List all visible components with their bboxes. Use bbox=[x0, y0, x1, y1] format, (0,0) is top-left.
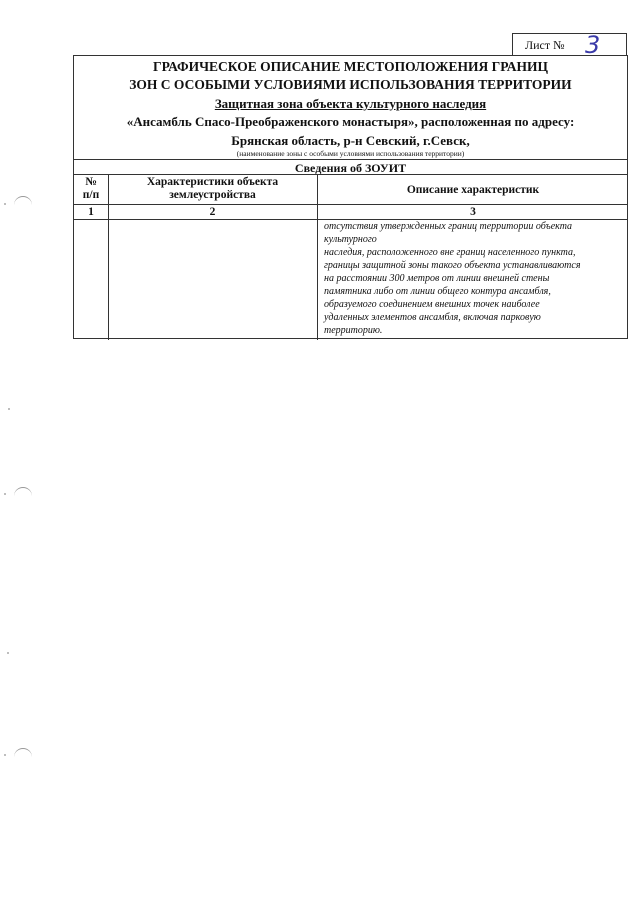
column-number-2: 2 bbox=[209, 206, 216, 218]
title-line-1: ГРАФИЧЕСКОЕ ОПИСАНИЕ МЕСТОПОЛОЖЕНИЯ ГРАНИЦ bbox=[152, 59, 549, 74]
scan-speck bbox=[4, 203, 6, 205]
column-header-description: Описание характеристик bbox=[406, 184, 540, 196]
column-divider-2 bbox=[317, 174, 318, 340]
scan-speck bbox=[7, 652, 9, 654]
column-number-3: 3 bbox=[470, 206, 476, 218]
punch-hole-mark-middle bbox=[14, 487, 32, 500]
punch-hole-mark-bottom bbox=[14, 748, 32, 761]
address: Брянская область, р-н Севский, г.Севск, bbox=[231, 133, 470, 148]
sheet-number-box bbox=[512, 31, 627, 59]
column-header-num: № п/п bbox=[82, 176, 100, 201]
scan-speck bbox=[8, 408, 10, 410]
sheet-label: Лист № bbox=[525, 38, 565, 52]
sheet-number: 3 bbox=[585, 31, 601, 59]
column-header-characteristic: Характеристики объекта землеустройства bbox=[146, 176, 279, 201]
title-line-2: ЗОН С ОСОБЫМИ УСЛОВИЯМИ ИСПОЛЬЗОВАНИЯ ТЕРРИТОРИИ bbox=[129, 77, 572, 92]
document-frame bbox=[73, 55, 628, 339]
column-number-1: 1 bbox=[88, 206, 94, 218]
section-divider bbox=[74, 174, 627, 175]
scan-speck bbox=[4, 754, 6, 756]
scan-speck bbox=[4, 493, 6, 495]
header-divider bbox=[74, 159, 627, 160]
zone-type: Защитная зона объекта культурного наследия bbox=[214, 96, 487, 111]
table-row-description: отсутствия утвержденных границ территории объекта культурного наследия, расположенного вне границ населенного пункта, границы защитной зоны такого объекта устанавливаются на расстоянии 300 метров от линии внешней стены памятника либо от линии общего контура ансамбля, образуемого соединением внешних точек наиболее удаленных элементов ансамбля, включая парковую территорию. bbox=[324, 221, 581, 336]
section-title: Сведения об ЗОУИТ bbox=[294, 161, 407, 175]
column-header-divider bbox=[74, 204, 627, 205]
object-name: «Ансамбль Спасо-Преображенского монастыря», расположенная по адресу: bbox=[126, 114, 575, 129]
zone-caption: (наименование зоны с особыми условиями использования территории) bbox=[236, 149, 465, 158]
punch-hole-mark-top bbox=[14, 196, 32, 209]
